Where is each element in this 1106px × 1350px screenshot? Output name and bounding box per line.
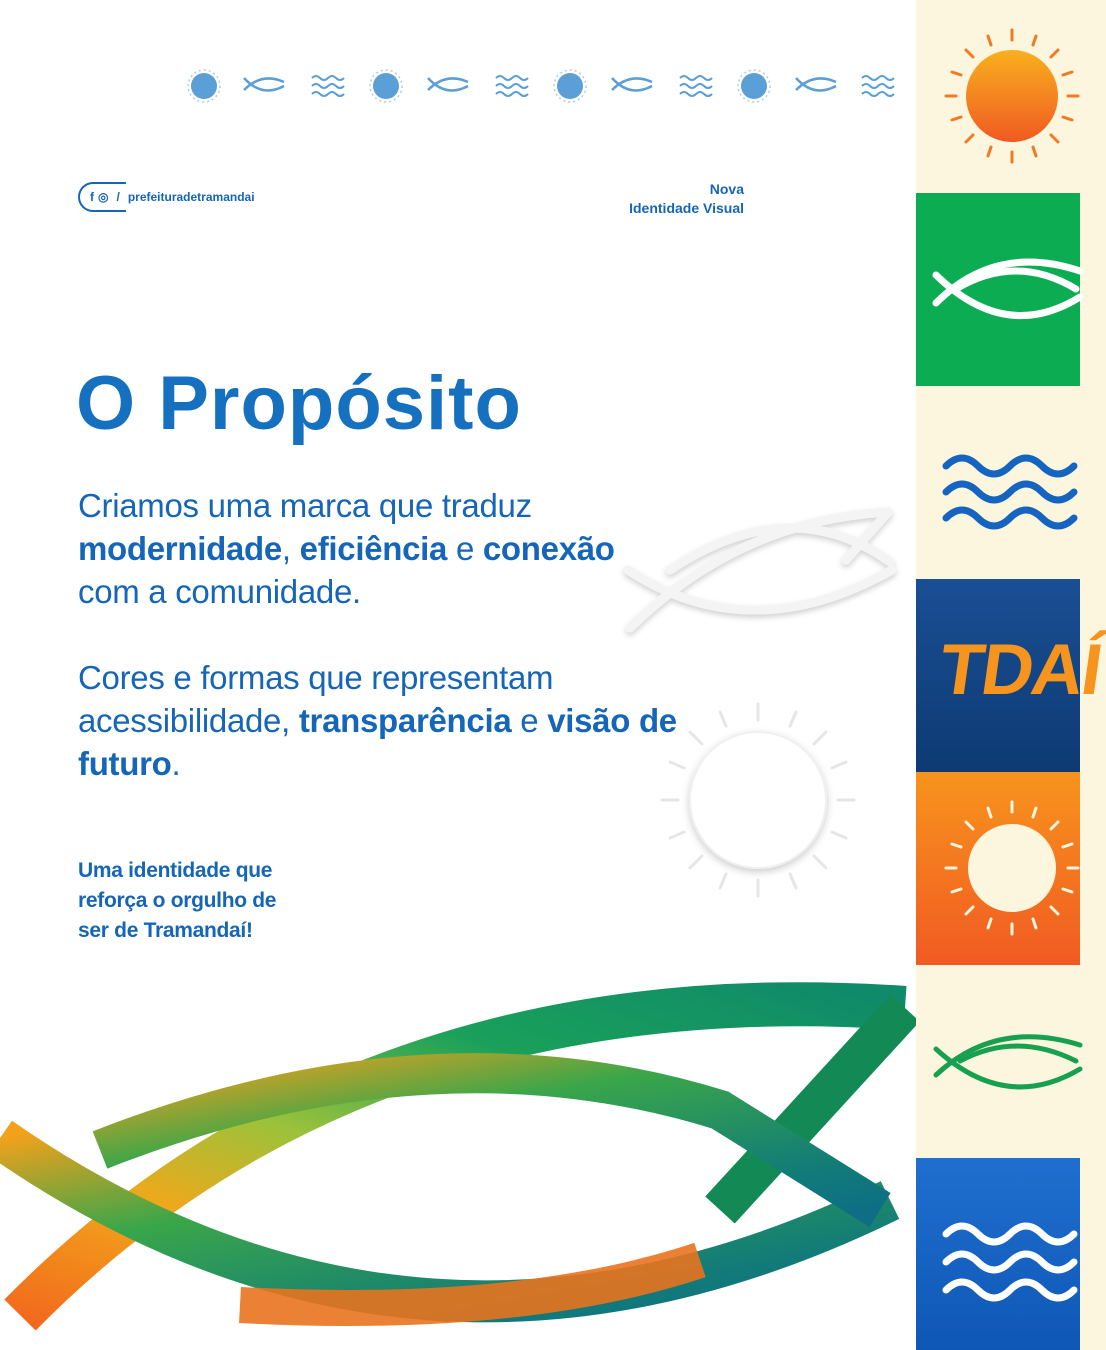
text-run: e: [447, 530, 483, 567]
text-run: Cores e formas que representam acessibilidade,: [78, 659, 554, 739]
values-paragraph: [78, 656, 678, 785]
tagline-line2: Identidade Visual: [629, 200, 744, 216]
city-logo-wordmark: TDAÍ: [934, 630, 1106, 710]
social-handle[interactable]: [78, 182, 255, 212]
text-run: .: [171, 745, 181, 782]
highlight-word: conexão: [482, 530, 615, 567]
fish-icon: [916, 965, 1080, 1158]
closing-statement: [78, 856, 276, 946]
fish-icon: [608, 64, 656, 108]
tile-fish-cream: [916, 965, 1080, 1158]
highlight-word: eficiência: [299, 530, 448, 567]
tile-waves-cream: [916, 386, 1080, 579]
fish-icon: [240, 64, 288, 108]
sun-icon: [916, 772, 1080, 965]
closing-line: Uma identidade que: [78, 859, 273, 882]
tagline-line1: Nova: [709, 181, 744, 197]
text-run: e: [511, 702, 548, 739]
waves-icon: [310, 64, 346, 108]
highlight-word: modernidade: [78, 530, 282, 567]
icon-pattern-row: [180, 64, 900, 108]
closing-line: reforça o orgulho de: [78, 889, 277, 912]
handle-text: prefeituradetramandai: [127, 190, 255, 204]
sun-icon: [736, 64, 772, 108]
highlight-word: visão de futuro: [78, 702, 677, 782]
highlight-word: transparência: [298, 702, 512, 739]
waves-icon: [860, 64, 896, 108]
tile-waves-blue: [916, 1158, 1080, 1350]
instagram-icon: ◎: [98, 190, 109, 204]
text-run: com a comunidade.: [78, 573, 361, 610]
text-run: Criamos uma marca que traduz: [78, 487, 532, 524]
tile-sun-orange: [916, 0, 1080, 193]
purpose-paragraph: [78, 484, 678, 613]
facebook-icon: f: [90, 190, 94, 204]
fish-graphic-icon: [0, 960, 916, 1350]
sun-emboss-icon: [658, 700, 858, 900]
waves-icon: [494, 64, 530, 108]
handle-separator: /: [116, 190, 120, 204]
sun-icon: [186, 64, 222, 108]
sun-icon: [916, 0, 1080, 193]
sun-icon: [552, 64, 588, 108]
tile-fish-green: [916, 193, 1080, 386]
closing-line: ser de Tramandaí!: [78, 919, 253, 942]
fish-icon: [792, 64, 840, 108]
sun-icon: [368, 64, 404, 108]
waves-icon: [916, 386, 1080, 579]
fish-icon: [916, 193, 1080, 386]
waves-icon: [678, 64, 714, 108]
tile-logo: [916, 579, 1106, 772]
fish-icon: [424, 64, 472, 108]
page-title: O Propósito: [76, 361, 522, 446]
tile-sun-cream: [916, 772, 1080, 965]
text-run: ,: [281, 530, 300, 567]
tagline: [629, 180, 744, 218]
waves-icon: [916, 1158, 1080, 1350]
social-icons: [90, 190, 255, 204]
